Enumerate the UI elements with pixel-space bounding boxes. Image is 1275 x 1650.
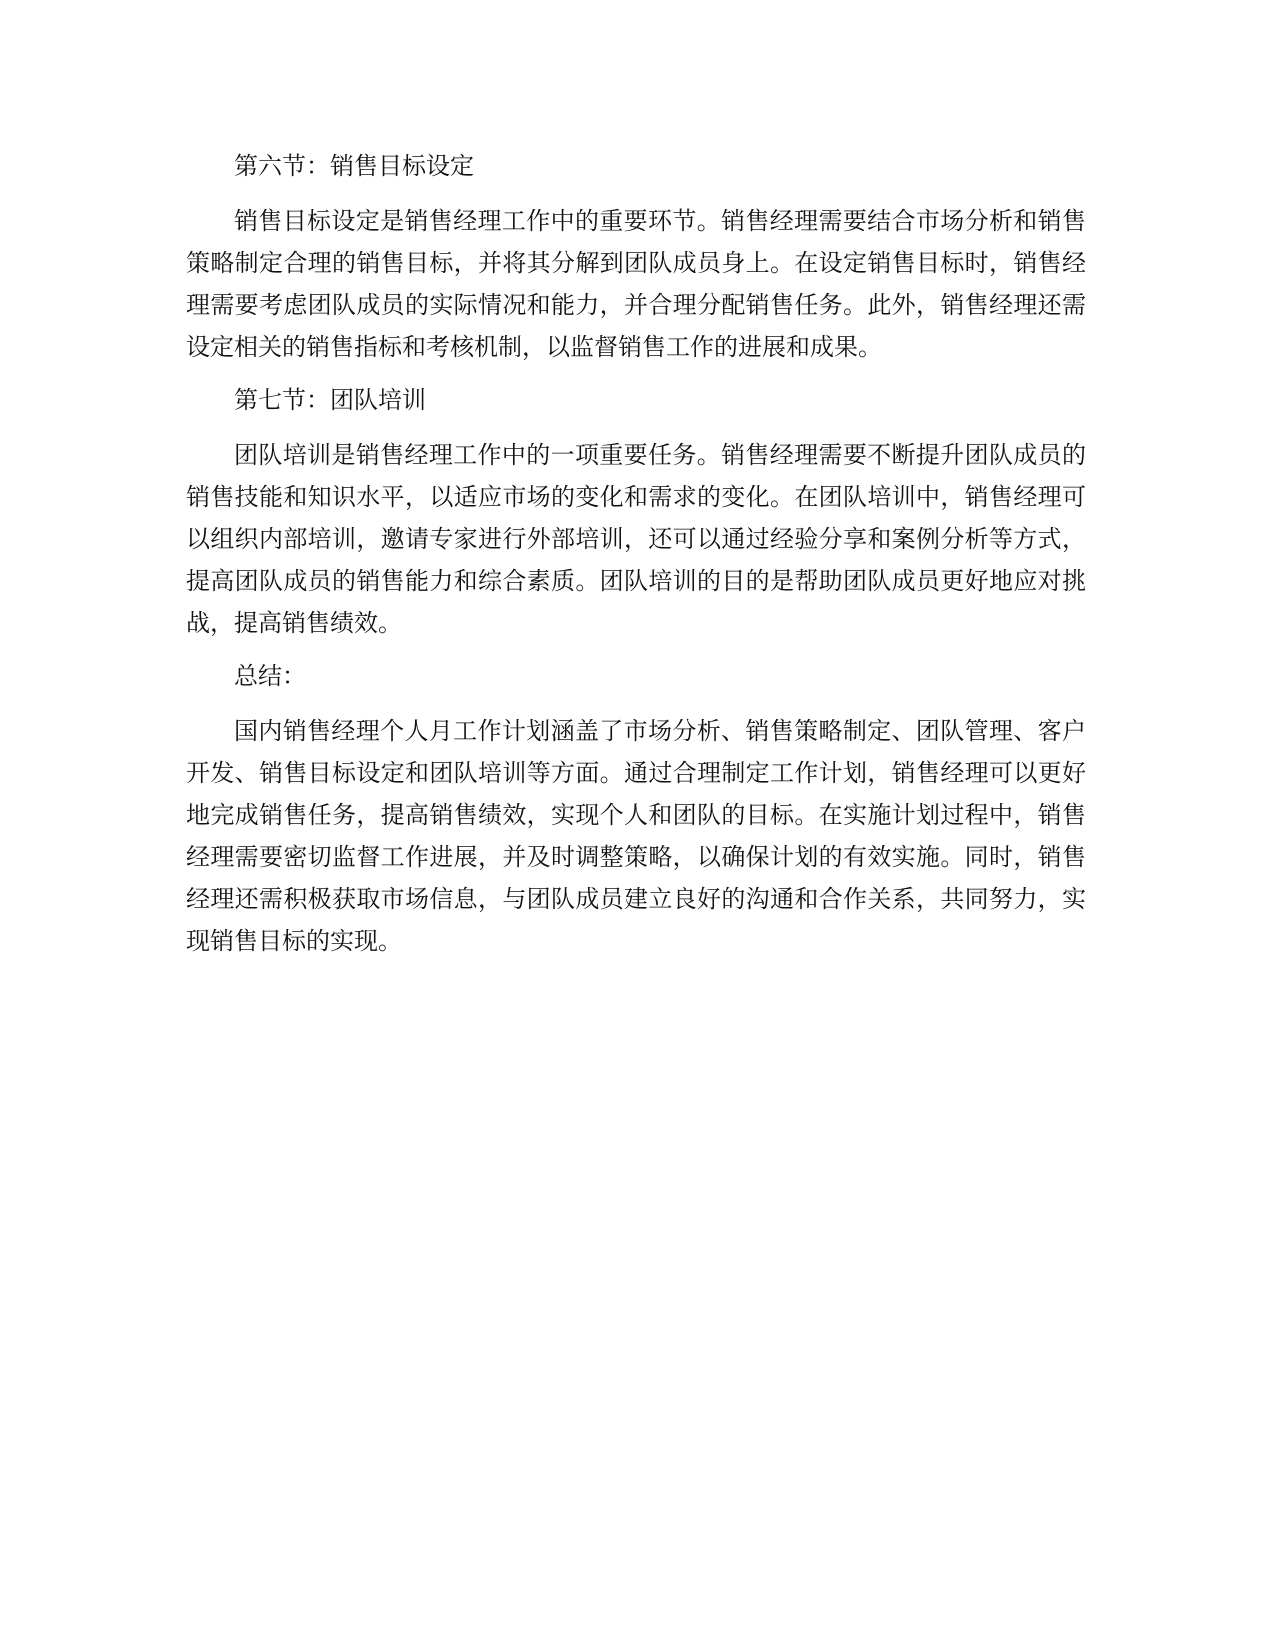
section-paragraph: 团队培训是销售经理工作中的一项重要任务。销售经理需要不断提升团队成员的销售技能和知识水平，以适应市场的变化和需求的变化。在团队培训中，销售经理可以组织内部培训，邀请专家进行外部培训，还可以通过经验分享和案例分析等方式，提高团队成员的销售能力和综合素质。团队培训的目的是帮助团队成员更好地应对挑战，提高销售绩效。 bbox=[186, 441, 1086, 637]
section-heading: 第七节：团队培训 bbox=[234, 386, 426, 414]
section-paragraph: 销售目标设定是销售经理工作中的重要环节。销售经理需要结合市场分析和销售策略制定合理的销售目标，并将其分解到团队成员身上。在设定销售目标时，销售经理需要考虑团队成员的实际情况和能力，并合理分配销售任务。此外，销售经理还需设定相关的销售指标和考核机制，以监督销售工作的进展和成果。 bbox=[186, 207, 1086, 361]
document-content bbox=[186, 148, 1086, 976]
summary-paragraph: 国内销售经理个人月工作计划涵盖了市场分析、销售策略制定、团队管理、客户开发、销售目标设定和团队培训等方面。通过合理制定工作计划，销售经理可以更好地完成销售任务，提高销售绩效，实现个人和团队的目标。在实施计划过程中，销售经理需要密切监督工作进展，并及时调整策略，以确保计划的有效实施。同时，销售经理还需积极获取市场信息，与团队成员建立良好的沟通和合作关系，共同努力，实现销售目标的实现。 bbox=[186, 717, 1086, 955]
section-heading: 第六节：销售目标设定 bbox=[234, 152, 474, 180]
summary-heading: 总结： bbox=[234, 662, 306, 690]
